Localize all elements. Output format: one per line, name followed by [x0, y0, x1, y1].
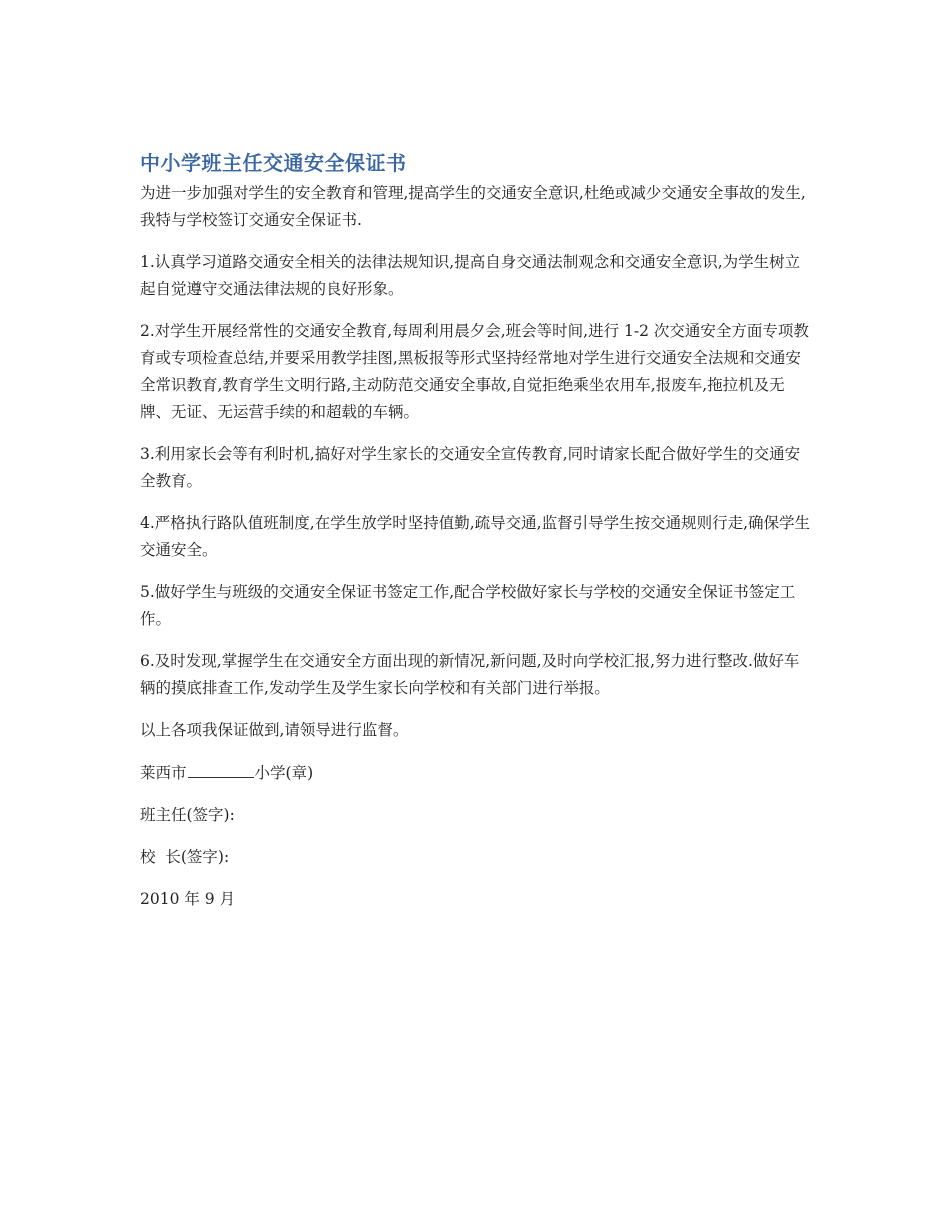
school-prefix: 莱西市	[140, 764, 187, 782]
document-page	[140, 148, 812, 928]
school-seal-line	[140, 759, 812, 787]
intro-paragraph: 为进一步加强对学生的安全教育和管理,提高学生的交通安全意识,杜绝或减少交通安全事故的发生,我特与学校签订交通安全保证书.	[140, 184, 806, 229]
item-2-paragraph: 2.对学生开展经常性的交通安全教育,每周利用晨夕会,班会等时间,进行 1-2 次交通安全方面专项教育或专项检查总结,并要采用教学挂图,黑板报等形式坚持经常地对学生进行交通安全法规和交通安全常识教育,教育学生文明行路,主动防范交通安全事故,自觉拒绝乘坐农用车,报废车,拖拉机及无牌、无证、无运营手续的和超载的车辆。	[140, 322, 809, 421]
school-suffix: 小学(章)	[254, 764, 314, 782]
item-4-paragraph: 4.严格执行路队值班制度,在学生放学时坚持值勤,疏导交通,监督引导学生按交通规则行走,确保学生交通安全。	[140, 514, 810, 559]
closing-paragraph: 以上各项我保证做到,请领导进行监督。	[140, 721, 409, 739]
item-3-paragraph: 3.利用家长会等有利时机,搞好对学生家长的交通安全宣传教育,同时请家长配合做好学生的交通安全教育。	[140, 445, 801, 490]
document-date: 2010 年 9 月	[140, 890, 236, 908]
principal-signature-line: 校 长(签字):	[140, 848, 230, 866]
item-6-paragraph: 6.及时发现,掌握学生在交通安全方面出现的新情况,新问题,及时向学校汇报,努力进行整改.做好车辆的摸底排查工作,发动学生及学生家长向学校和有关部门进行举报。	[140, 652, 800, 697]
item-5-paragraph: 5.做好学生与班级的交通安全保证书签定工作,配合学校做好家长与学校的交通安全保证书签定工作。	[140, 583, 796, 628]
item-1-paragraph: 1.认真学习道路交通安全相关的法律法规知识,提高自身交通法制观念和交通安全意识,为学生树立起自觉遵守交通法律法规的良好形象。	[140, 253, 801, 298]
teacher-signature-line: 班主任(签字):	[140, 806, 235, 824]
document-title: 中小学班主任交通安全保证书	[140, 151, 407, 175]
school-name-blank	[188, 759, 254, 778]
